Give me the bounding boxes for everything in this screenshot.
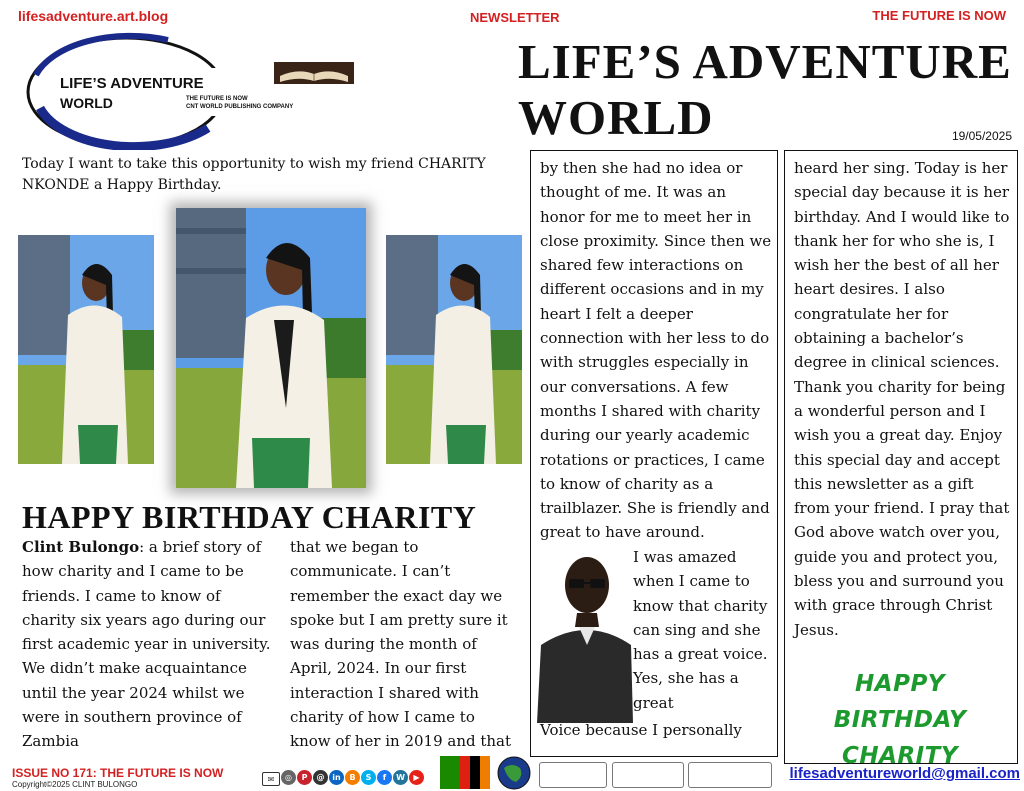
tagline: THE FUTURE IS NOW: [872, 8, 1006, 23]
closing-greeting: HAPPY BIRTHDAY CHARITY: [833, 671, 967, 769]
article-column-2: that we began to communicate. I can’t remember the exact day we spoke but I am pretty sure it was during the month of April, 2024. In our first interaction I shared with charity of how I came to know of her in 2019 and that: [290, 538, 512, 751]
threads-icon[interactable]: @: [313, 770, 328, 785]
charity-photo-left: [18, 235, 154, 464]
charity-photo-right: [386, 235, 522, 464]
contact-email-link[interactable]: lifesadventureworld@gmail.com: [789, 765, 1020, 782]
article-heading: HAPPY BIRTHDAY CHARITY: [22, 499, 477, 535]
book-icon: [274, 62, 354, 84]
linkedin-icon[interactable]: in: [329, 770, 344, 785]
logo-badge-3: [688, 762, 772, 788]
author-portrait: [537, 545, 633, 723]
instagram-icon[interactable]: ◎: [281, 770, 296, 785]
blogger-icon[interactable]: B: [345, 770, 360, 785]
svg-text:CNT WORLD PUBLISHING COMPANY: CNT WORLD PUBLISHING COMPANY: [186, 104, 294, 110]
issue-date: 19/05/2025: [951, 129, 1012, 143]
logo-badge-1: [539, 762, 607, 788]
skype-icon[interactable]: S: [361, 770, 376, 785]
article-column-1: Clint Bulongo: a brief story of how charity and I came to be friends. I came to know of charity six years ago during our first academic year in university. We didn’t make acquaintance until the year 2024 whilst we were in southern province of Zambia: [22, 538, 271, 751]
email-icon[interactable]: ✉: [262, 772, 280, 786]
svg-text:LIFE’S ADVENTURE: LIFE’S ADVENTURE: [60, 75, 204, 92]
svg-text:THE FUTURE IS NOW: THE FUTURE IS NOW: [186, 96, 248, 102]
charity-photo-main: [176, 208, 366, 488]
article-column-3-end: Voice because I personally: [540, 721, 742, 739]
article-column-4: heard her sing. Today is her special day because it is her birthday. And I would like to thank her for who she is, I wish her the best of all her heart desires. I also congratulate her for obtaining a bachelor’s degree in clinical sciences. Thank you charity for being a wonderful person and I wish you a great day. Enjoy this special day and accept this newsletter as a gift from your friend. I pray that God above watch over you, guide you and protect you, bless you and surround you with grace through Christ Jesus.: [794, 159, 1010, 639]
facebook-icon[interactable]: f: [377, 770, 392, 785]
article-column-3: by then she had no idea or thought of me. It was an honor for me to meet her in close proximity. Since then we shared few interactions on different occasions and in my heart I felt a deeper connection with her less to do with struggles especially in our conversations. A few months I shared with charity during our yearly academic rotations or practices, I came to know of charity as a trailblazer. She is friendly and great to have around.: [540, 159, 772, 542]
article-column-3-wrap: I was amazed when I came to know that charity can sing and she has a great voice. Yes, she has a great: [633, 548, 768, 712]
author-name: Clint Bulongo: [22, 538, 140, 556]
intro-text: Today I want to take this opportunity to wish my friend CHARITY NKONDE a Happy Birthday.: [22, 156, 486, 193]
svg-text:WORLD: WORLD: [60, 95, 113, 111]
masthead-title: LIFE’S ADVENTURE WORLD: [518, 34, 1012, 145]
social-icons: [262, 770, 424, 786]
issue-number: ISSUE NO 171: THE FUTURE IS NOW: [12, 766, 224, 780]
copyright: Copyright©2025 CLINT BULONGO: [12, 780, 138, 789]
section-label: NEWSLETTER: [470, 10, 560, 25]
blog-url[interactable]: lifesadventure.art.blog: [18, 8, 169, 24]
zambia-flag: [440, 756, 490, 789]
youtube-icon[interactable]: ▶: [409, 770, 424, 785]
wordpress-icon[interactable]: W: [393, 770, 408, 785]
publisher-logo: [18, 30, 358, 150]
globe-badge-icon: [494, 756, 534, 790]
logo-badge-2: [612, 762, 684, 788]
pinterest-icon[interactable]: P: [297, 770, 312, 785]
